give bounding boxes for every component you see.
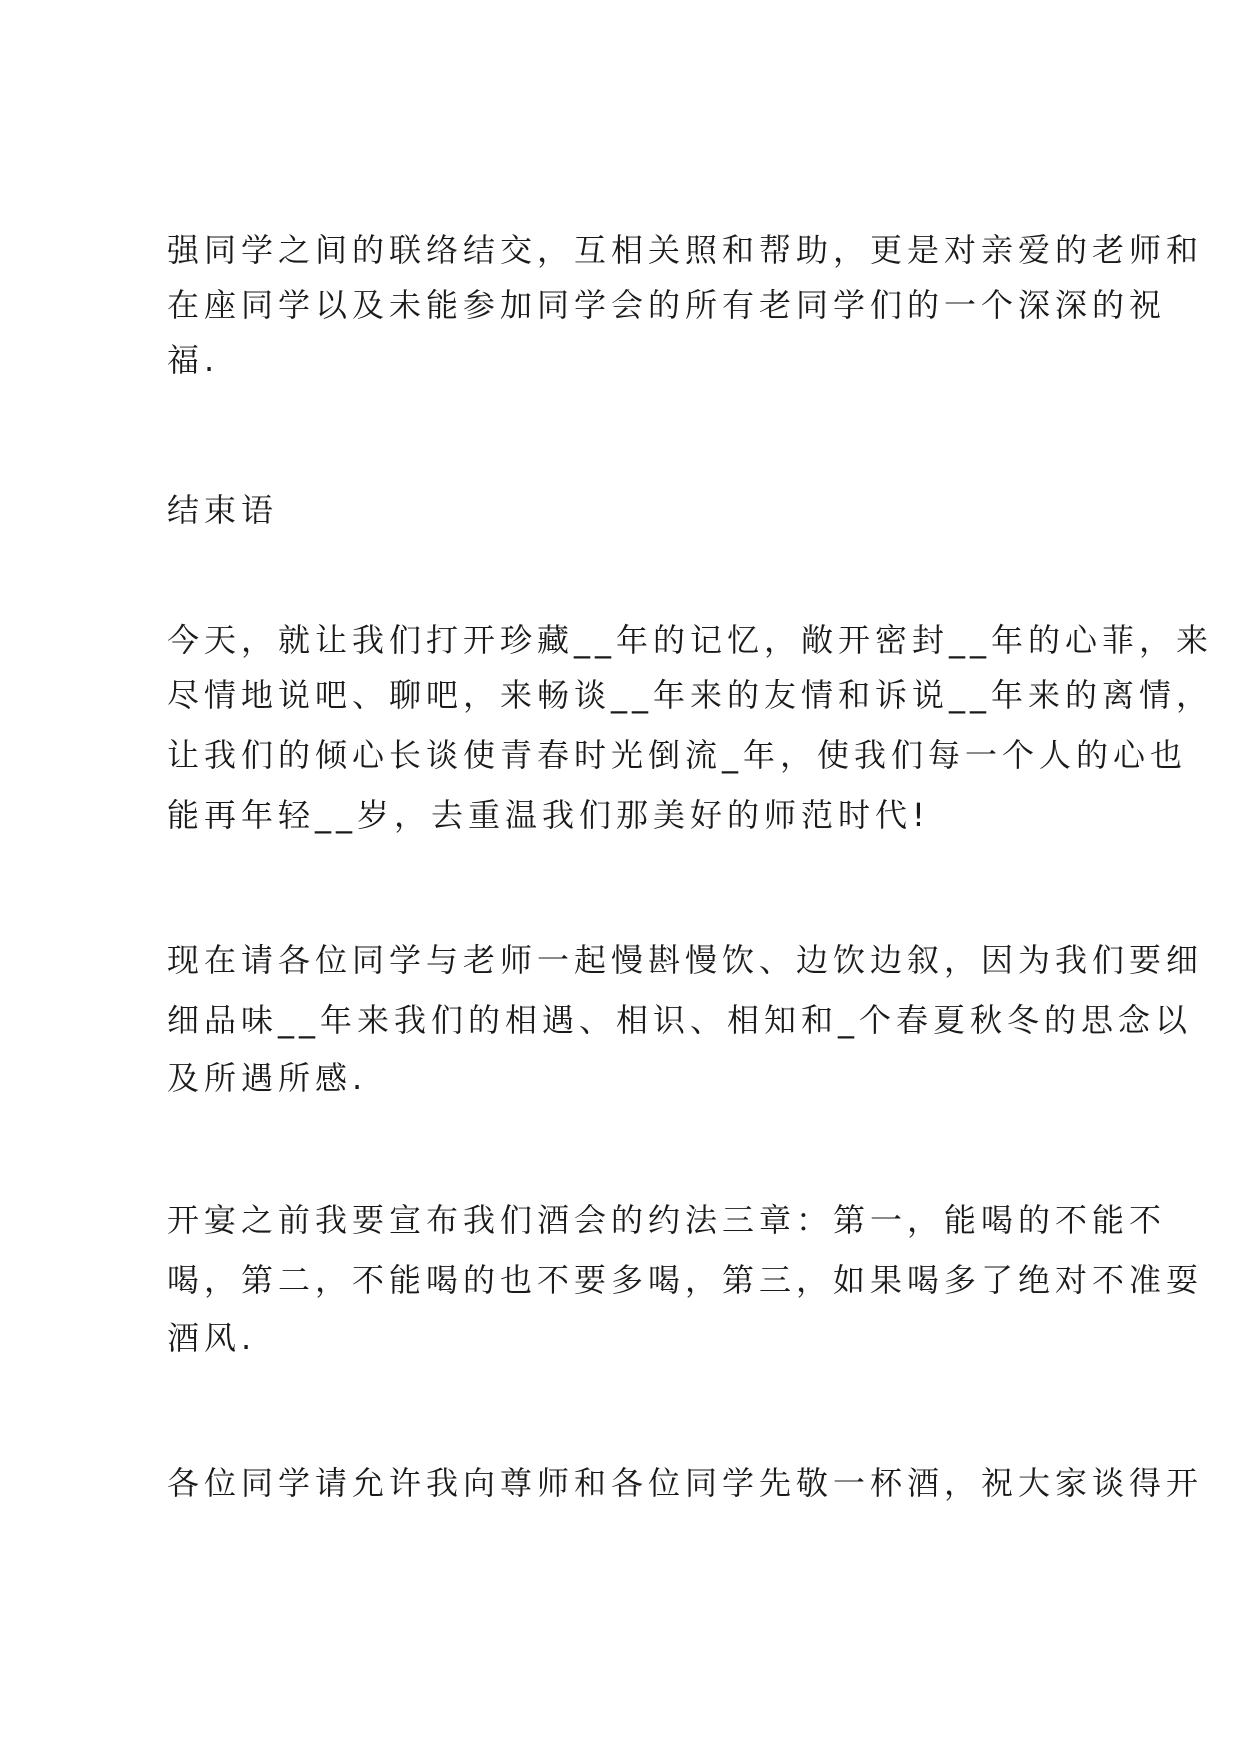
paragraph-4-line-2: 喝，第二，不能喝的也不要多喝，第三，如果喝多了绝对不准耍 (167, 1261, 1204, 1299)
paragraph-2-line-3: 让我们的倾心长谈使青春时光倒流_年，使我们每一个人的心也 (167, 736, 1188, 774)
paragraph-5-line-1: 各位同学请允许我向尊师和各位同学先敬一杯酒，祝大家谈得开 (167, 1464, 1204, 1502)
paragraph-3-line-3: 及所遇所感. (167, 1059, 368, 1097)
paragraph-2-line-1: 今天，就让我们打开珍藏__年的记忆，敞开密封__年的心菲，来 (167, 621, 1214, 659)
paragraph-4-line-1: 开宴之前我要宣布我们酒会的约法三章：第一，能喝的不能不 (167, 1201, 1167, 1239)
section-heading: 结束语 (167, 491, 279, 529)
paragraph-4-line-3: 酒风. (167, 1319, 257, 1357)
paragraph-1-line-2: 在座同学以及未能参加同学会的所有老同学们的一个深深的祝 (167, 286, 1167, 324)
paragraph-3-line-1: 现在请各位同学与老师一起慢斟慢饮、边饮边叙，因为我们要细 (167, 941, 1204, 979)
paragraph-1-line-3: 福. (167, 341, 220, 379)
paragraph-2-line-2: 尽情地说吧、聊吧，来畅谈__年来的友情和诉说__年来的离情， (167, 676, 1214, 714)
paragraph-1-line-1: 强同学之间的联络结交，互相关照和帮助，更是对亲爱的老师和 (167, 231, 1204, 269)
paragraph-3-line-2: 细品味__年来我们的相遇、相识、相知和_个春夏秋冬的思念以 (167, 1001, 1193, 1039)
paragraph-2-line-4: 能再年轻__岁，去重温我们那美好的师范时代! (167, 796, 930, 834)
